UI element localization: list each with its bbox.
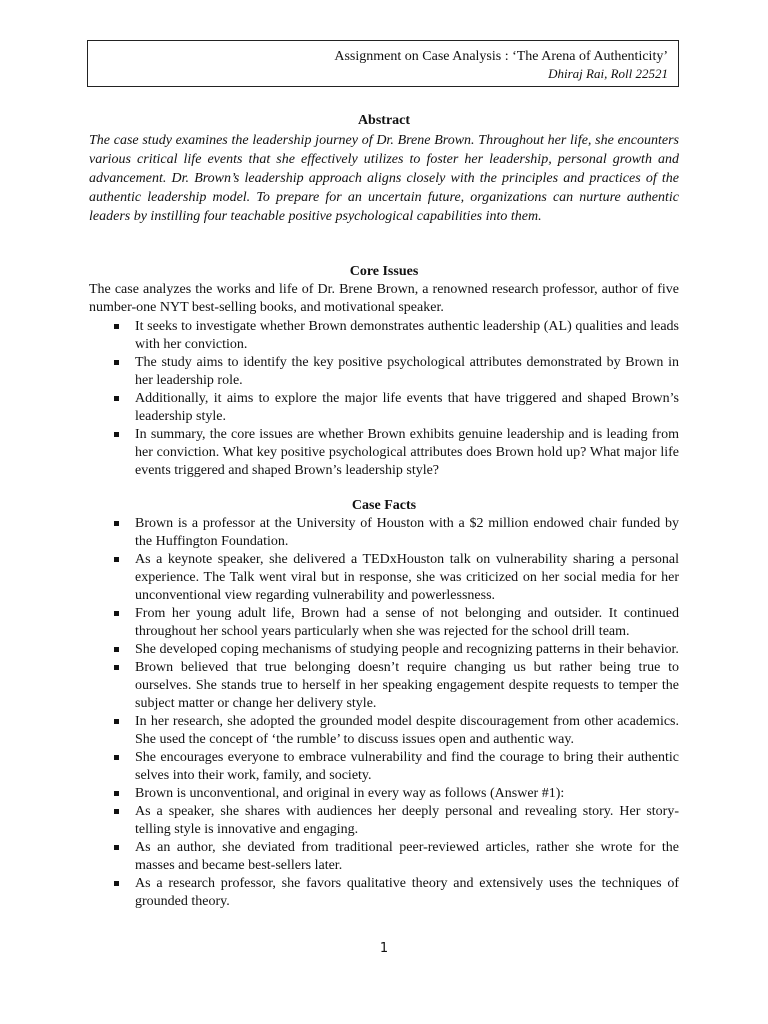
bullet-marker [114, 755, 119, 760]
list-item [89, 605, 679, 641]
case-facts-heading: Case Facts [351, 498, 417, 513]
list-item-text: She encourages everyone to embrace vulnerability and find the courage to bring their authentic selves into their work, family, and society. [135, 750, 679, 783]
list-item-text: As an author, she deviated from traditional peer-reviewed articles, rather she wrote for the masses and became best-sellers later. [135, 840, 679, 873]
author-line: Dhiraj Rai, Roll 22521 [548, 66, 668, 81]
bullet-marker [114, 360, 119, 365]
bullet-marker [114, 719, 119, 724]
list-item [89, 785, 679, 803]
list-item [89, 354, 679, 390]
list-item-text: Additionally, it aims to explore the major life events that have triggered and shaped Brown’s leadership style. [135, 391, 679, 424]
core-issues-heading: Core Issues [349, 264, 419, 279]
list-item [89, 875, 679, 911]
bullet-marker [114, 611, 119, 616]
bullet-marker [114, 647, 119, 652]
header-box [87, 40, 679, 87]
list-item [89, 318, 679, 354]
list-item [89, 749, 679, 785]
bullet-marker [114, 809, 119, 814]
list-item [89, 641, 679, 659]
list-item [89, 659, 679, 713]
bullet-marker [114, 791, 119, 796]
list-item [89, 713, 679, 749]
list-item-text: From her young adult life, Brown had a sense of not belonging and outsider. It continued throughout her school years particularly when she was rejected for the school drill team. [135, 606, 679, 639]
list-item [89, 426, 679, 480]
abstract-heading: Abstract [357, 113, 411, 128]
list-item-text: As a research professor, she favors qualitative theory and extensively uses the techniques of grounded theory. [135, 876, 679, 909]
list-item-text: Brown is unconventional, and original in every way as follows (Answer #1): [135, 786, 565, 801]
document-body [89, 112, 679, 911]
core-issues-intro: The case analyzes the works and life of Dr. Brene Brown, a renowned research professor, author of five number-one NYT best-selling books, and motivational speaker. [89, 282, 679, 315]
bullet-marker [114, 557, 119, 562]
list-item [89, 803, 679, 839]
bullet-marker [114, 881, 119, 886]
page-number: 1 [379, 941, 389, 956]
list-item [89, 839, 679, 875]
bullet-marker [114, 521, 119, 526]
bullet-marker [114, 845, 119, 850]
bullet-marker [114, 432, 119, 437]
list-item-text: It seeks to investigate whether Brown demonstrates authentic leadership (AL) qualities and leads with her conviction. [135, 319, 679, 352]
list-item-text: As a keynote speaker, she delivered a TEDxHouston talk on vulnerability sharing a personal experience. The Talk went viral but in response, she was criticized on her social media for her unconventional view regarding vulnerability and powerlessness. [135, 552, 679, 603]
list-item [89, 390, 679, 426]
assignment-title: Assignment on Case Analysis : ‘The Arena of Authenticity’ [334, 49, 668, 64]
bullet-marker [114, 665, 119, 670]
abstract-text: The case study examines the leadership journey of Dr. Brene Brown. Throughout her life, she encounters various critical life events that she effectively utilizes to foster her leadership, personal growth and advancement. Dr. Brown’s leadership approach aligns closely with the principles and practices of the authentic leadership model. To prepare for an uncertain future, organizations can nurture authentic leaders by instilling four teachable positive psychological capabilities into them. [89, 133, 679, 224]
list-item-text: In summary, the core issues are whether Brown exhibits genuine leadership and is leading from her conviction. What key positive psychological attributes does Brown hold up? What major life events triggered and shaped Brown’s leadership style? [135, 427, 679, 478]
list-item [89, 551, 679, 605]
bullet-marker [114, 396, 119, 401]
bullet-marker [114, 324, 119, 329]
list-item-text: In her research, she adopted the grounded model despite discouragement from other academics. She used the concept of ‘the rumble’ to discuss issues open and authentic way. [135, 714, 679, 747]
list-item-text: Brown believed that true belonging doesn’t require changing us but rather being true to ourselves. She stands true to herself in her speaking engagement despite requests to temper the subject matter or change her delivery style. [135, 660, 679, 711]
case-facts-list [89, 515, 679, 911]
list-item [89, 515, 679, 551]
list-item-text: As a speaker, she shares with audiences her deeply personal and revealing story. Her story-telling style is innovative and engaging. [135, 804, 679, 837]
list-item-text: The study aims to identify the key positive psychological attributes demonstrated by Brown in her leadership role. [135, 355, 679, 388]
core-issues-list [89, 318, 679, 480]
list-item-text: Brown is a professor at the University of Houston with a $2 million endowed chair funded by the Huffington Foundation. [135, 516, 679, 549]
list-item-text: She developed coping mechanisms of studying people and recognizing patterns in their behavior. [135, 642, 679, 657]
